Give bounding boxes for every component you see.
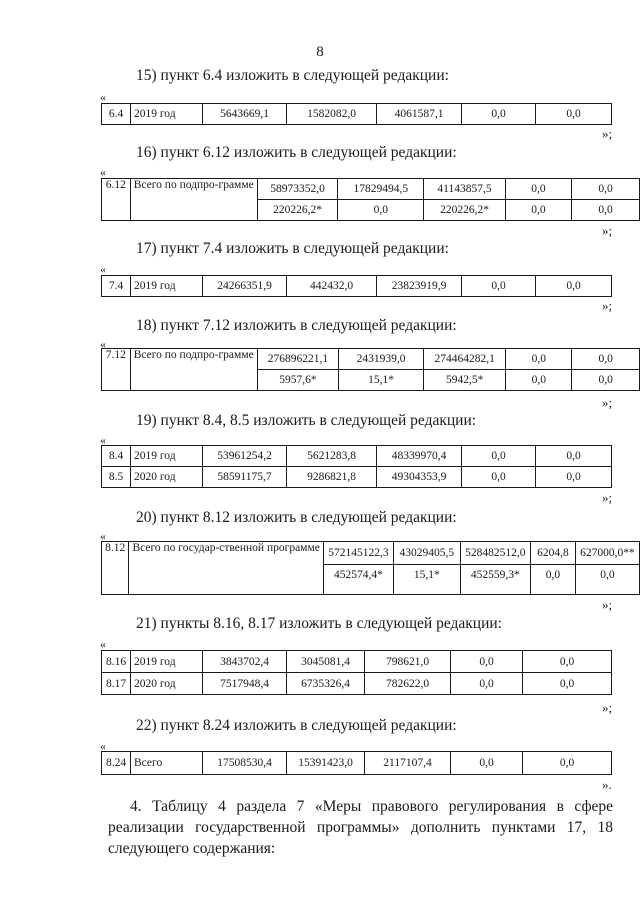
table-row xyxy=(102,752,612,775)
cell-value: 0,0 xyxy=(506,370,572,391)
cell-total: 220226,2* xyxy=(257,200,338,221)
amendment-table xyxy=(101,650,612,695)
cell-value: 0,0 xyxy=(451,673,523,695)
amendment-table xyxy=(101,751,612,775)
cell-period: 2019 год xyxy=(131,446,203,467)
cell-value: 528482512,0 xyxy=(460,542,530,565)
cell-value: 0,0 xyxy=(462,467,536,488)
cell-item: 6.12 xyxy=(102,179,131,221)
cell-period: 2019 год xyxy=(131,651,203,673)
cell-period: 2019 год xyxy=(131,104,203,125)
cell-total: 572145122,3 xyxy=(323,542,393,565)
cell-value: 220226,2* xyxy=(424,200,506,221)
amendment-table xyxy=(101,445,612,488)
cell-value: 23823919,9 xyxy=(377,276,462,297)
cell-label: Всего по государ-ственной программе xyxy=(129,542,323,595)
cell-total: 17508530,4 xyxy=(203,752,287,775)
table-row xyxy=(102,276,612,297)
cell-total: 24266351,9 xyxy=(203,276,287,297)
cell-value: 0,0 xyxy=(506,349,572,370)
cell-value: 0,0 xyxy=(572,370,640,391)
cell-total: 7517948,4 xyxy=(203,673,287,695)
amendment-heading: 21) пункты 8.16, 8.17 изложить в следующей редакции: xyxy=(136,615,502,632)
cell-value: 0,0 xyxy=(523,651,612,673)
cell-value: 9286821,8 xyxy=(287,467,377,488)
amendment-heading: 17) пункт 7.4 изложить в следующей редакции: xyxy=(136,240,449,257)
amendment-table xyxy=(101,178,640,221)
cell-value: 41143857,5 xyxy=(424,179,506,200)
cell-total: 53961254,2 xyxy=(203,446,287,467)
open-quote: « xyxy=(100,337,106,351)
table-row xyxy=(102,179,640,200)
cell-item: 8.24 xyxy=(102,752,131,775)
cell-value: 5621283,8 xyxy=(287,446,377,467)
cell-value: 0,0 xyxy=(338,200,424,221)
close-quote: »; xyxy=(602,597,613,612)
cell-value: 6204,8 xyxy=(531,542,576,565)
close-quote: »; xyxy=(602,223,613,238)
close-quote: »; xyxy=(602,126,613,141)
cell-value: 43029405,5 xyxy=(394,542,461,565)
cell-value: 0,0 xyxy=(572,349,640,370)
cell-total: 5643669,1 xyxy=(203,104,287,125)
cell-value: 0,0 xyxy=(462,276,536,297)
cell-value: 3045081,4 xyxy=(287,651,365,673)
cell-item: 8.5 xyxy=(102,467,131,488)
cell-total: 3843702,4 xyxy=(203,651,287,673)
amendment-heading: 19) пункт 8.4, 8.5 изложить в следующей редакции: xyxy=(136,412,477,429)
cell-value: 0,0 xyxy=(462,104,536,125)
amendment-heading: 18) пункт 7.12 изложить в следующей редакции: xyxy=(136,317,457,334)
cell-item: 8.17 xyxy=(102,673,131,695)
cell-value: 0,0 xyxy=(536,104,612,125)
cell-value: 0,0 xyxy=(523,752,612,775)
cell-value: 0,0 xyxy=(451,752,523,775)
cell-item: 6.4 xyxy=(102,104,131,125)
cell-value: 442432,0 xyxy=(287,276,377,297)
cell-value: 0,0 xyxy=(572,179,640,200)
cell-value: 0,0 xyxy=(572,200,640,221)
cell-label: Всего по подпро-грамме xyxy=(130,179,257,221)
cell-value: 452559,3* xyxy=(460,565,530,595)
cell-value: 627000,0** xyxy=(575,542,639,565)
amendment-table xyxy=(101,103,612,125)
cell-item: 8.16 xyxy=(102,651,131,673)
cell-total: 58591175,7 xyxy=(203,467,287,488)
table-row xyxy=(102,542,640,565)
cell-value: 15391423,0 xyxy=(287,752,365,775)
amendment-heading: 15) пункт 6.4 изложить в следующей редакции: xyxy=(136,67,449,84)
table-row xyxy=(102,673,612,695)
cell-value: 0,0 xyxy=(505,200,571,221)
cell-value: 782622,0 xyxy=(365,673,451,695)
cell-total: 452574,4* xyxy=(323,565,393,595)
amendment-table xyxy=(101,541,640,595)
cell-value: 0,0 xyxy=(462,446,536,467)
open-quote: « xyxy=(100,433,106,447)
cell-value: 0,0 xyxy=(523,673,612,695)
cell-period: 2020 год xyxy=(131,467,203,488)
close-quote: »; xyxy=(602,395,613,410)
cell-value: 2117107,4 xyxy=(365,752,451,775)
cell-period: Всего xyxy=(131,752,203,775)
close-quote: »; xyxy=(602,298,613,313)
close-quote: ». xyxy=(602,777,612,792)
cell-value: 4061587,1 xyxy=(377,104,462,125)
closing-paragraph: 4. Таблицу 4 раздела 7 «Меры правового регулирования в сфере реализации государственной программы» дополнить пунктами 17, 18 следующего содержания: xyxy=(108,798,613,857)
close-quote: »; xyxy=(602,700,613,715)
open-quote: « xyxy=(100,739,106,753)
table-row xyxy=(102,104,612,125)
cell-value: 0,0 xyxy=(451,651,523,673)
cell-label: Всего по подпро-грамме xyxy=(130,349,257,391)
cell-item: 8.12 xyxy=(102,542,129,595)
cell-period: 2019 год xyxy=(131,276,203,297)
cell-total: 5957,6* xyxy=(257,370,338,391)
cell-value: 0,0 xyxy=(575,565,639,595)
amendment-table xyxy=(101,348,640,391)
cell-value: 274464282,1 xyxy=(423,349,505,370)
amendment-heading: 16) пункт 6.12 изложить в следующей редакции: xyxy=(136,144,457,161)
amendment-heading: 20) пункт 8.12 изложить в следующей редакции: xyxy=(136,509,457,526)
cell-value: 0,0 xyxy=(536,276,612,297)
cell-value: 1582082,0 xyxy=(287,104,377,125)
open-quote: « xyxy=(100,90,106,104)
cell-total: 58973352,0 xyxy=(257,179,338,200)
cell-value: 0,0 xyxy=(505,179,571,200)
cell-item: 7.12 xyxy=(102,349,131,391)
table-row xyxy=(102,446,612,467)
table-row xyxy=(102,349,640,370)
cell-item: 8.4 xyxy=(102,446,131,467)
amendment-table xyxy=(101,275,612,297)
amendment-heading: 22) пункт 8.24 изложить в следующей редакции: xyxy=(136,717,457,734)
cell-value: 798621,0 xyxy=(365,651,451,673)
cell-value: 5942,5* xyxy=(423,370,505,391)
cell-value: 15,1* xyxy=(394,565,461,595)
table-row xyxy=(102,651,612,673)
open-quote: « xyxy=(100,529,106,543)
cell-value: 17829494,5 xyxy=(338,179,424,200)
cell-value: 49304353,9 xyxy=(377,467,462,488)
open-quote: « xyxy=(100,165,106,179)
cell-total: 276896221,1 xyxy=(257,349,338,370)
cell-value: 0,0 xyxy=(536,446,612,467)
close-quote: »; xyxy=(602,490,613,505)
cell-value: 2431939,0 xyxy=(339,349,424,370)
cell-value: 0,0 xyxy=(531,565,576,595)
page-number: 8 xyxy=(316,44,324,60)
cell-value: 6735326,4 xyxy=(287,673,365,695)
cell-item: 7.4 xyxy=(102,276,131,297)
cell-period: 2020 год xyxy=(131,673,203,695)
cell-value: 15,1* xyxy=(339,370,424,391)
open-quote: « xyxy=(100,262,106,276)
cell-value: 48339970,4 xyxy=(377,446,462,467)
cell-value: 0,0 xyxy=(536,467,612,488)
table-row xyxy=(102,467,612,488)
open-quote: « xyxy=(100,637,106,651)
